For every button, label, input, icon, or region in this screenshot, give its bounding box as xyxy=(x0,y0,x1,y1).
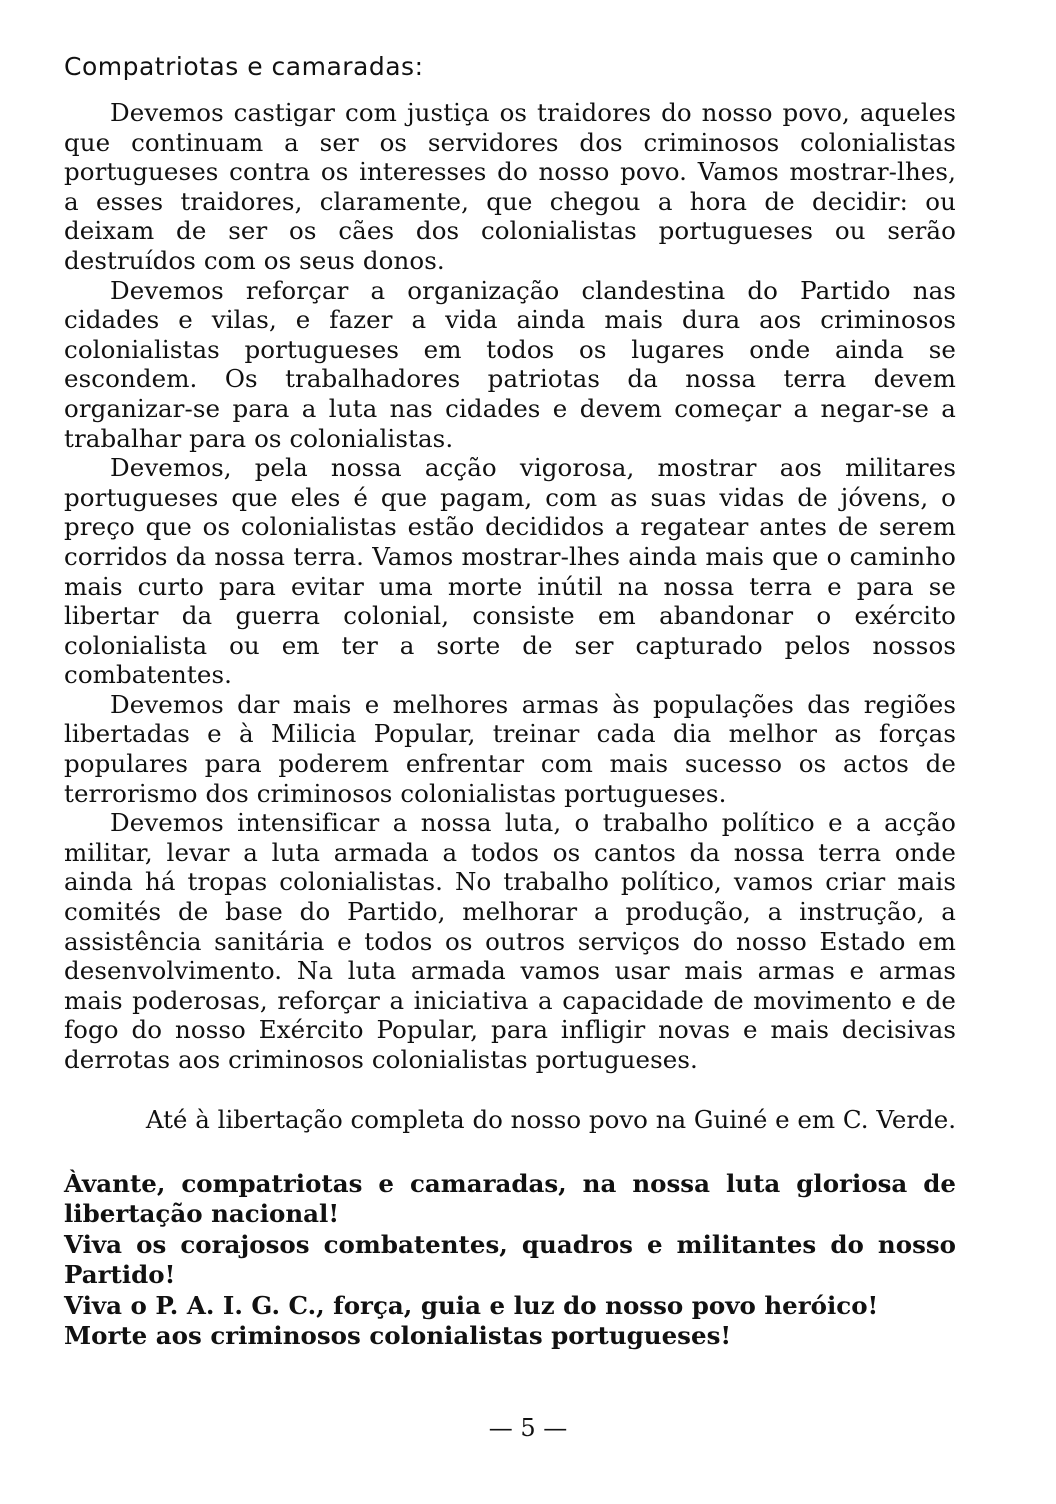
paragraph-portuguese-soldiers: Devemos, pela nossa acção vigorosa, mostrar aos militares portugueses que eles é que pagam, com as suas vidas de jóvens, o preço que os colonialistas estão decididos a regatear antes de serem corridos da nossa terra. Vamos mostrar-lhes ainda mais que o caminho mais curto para evitar uma morte inútil na nossa terra e para se libertar da guerra colonial, consiste em abandonar o exército colonialista ou em ter a sorte de ser capturado pelos nossos combatentes. xyxy=(64,453,956,690)
slogan-combatants: Viva os corajosos combatentes, quadros e militantes do nosso Partido! xyxy=(64,1229,956,1290)
page-number: — 5 — xyxy=(488,1414,568,1442)
paragraph-clandestine-organization: Devemos reforçar a organização clandestina do Partido nas cidades e vilas, e fazer a vida ainda mais dura aos criminosos colonialistas portugueses em todos os lugares onde ainda se escondem. Os trabalhadores patriotas da nossa terra devem organizar-se para a luta nas cidades e devem começar a negar-se a trabalhar para os colonialistas. xyxy=(64,275,956,453)
slogan-paigc: Viva o P. A. I. G. C., força, guia e luz do nosso povo heróico! xyxy=(64,1290,879,1320)
slogan-avante: Àvante, compatriotas e camaradas, na nossa luta gloriosa de libertação nacional! xyxy=(64,1168,956,1229)
paragraph-traitors: Devemos castigar com justiça os traidores do nosso povo, aqueles que continuam a ser os servidores dos criminosos colonialistas portugueses contra os interesses do nosso povo. Vamos mostrar-lhes, a esses traidores, claramente, que chegou a hora de decidir: ou deixam de ser os cães dos colonialistas portugueses ou serão destruídos com os seus donos. xyxy=(64,98,956,275)
slogans-block xyxy=(64,1169,956,1352)
salutation: Compatriotas e camaradas: xyxy=(64,52,424,81)
slogan-death-colonialists: Morte aos criminosos colonialistas portugueses! xyxy=(64,1321,732,1351)
document-page xyxy=(64,52,956,1352)
paragraph-liberated-regions: Devemos dar mais e melhores armas às populações das regiões libertadas e à Milicia Popular, treinar cada dia melhor as forças populares para poderem enfrentar com mais sucesso os actos de terrorismo dos criminosos colonialistas portugueses. xyxy=(64,689,956,808)
closing-line: Até à libertação completa do nosso povo na Guiné e em C. Verde. xyxy=(145,1104,956,1134)
paragraph-intensify-struggle: Devemos intensificar a nossa luta, o trabalho político e a acção militar, levar a luta armada a todos os cantos da nossa terra onde ainda há tropas colonialistas. No trabalho político, vamos criar mais comités de base do Partido, melhorar a produção, a instrução, a assistência sanitária e todos os outros serviços do nosso Estado em desenvolvimento. Na luta armada vamos usar mais armas e armas mais poderosas, reforçar a iniciativa a capacidade de movimento e de fogo do nosso Exército Popular, para infligir novas e mais decisivas derrotas aos criminosos colonialistas portugueses. xyxy=(64,808,956,1074)
